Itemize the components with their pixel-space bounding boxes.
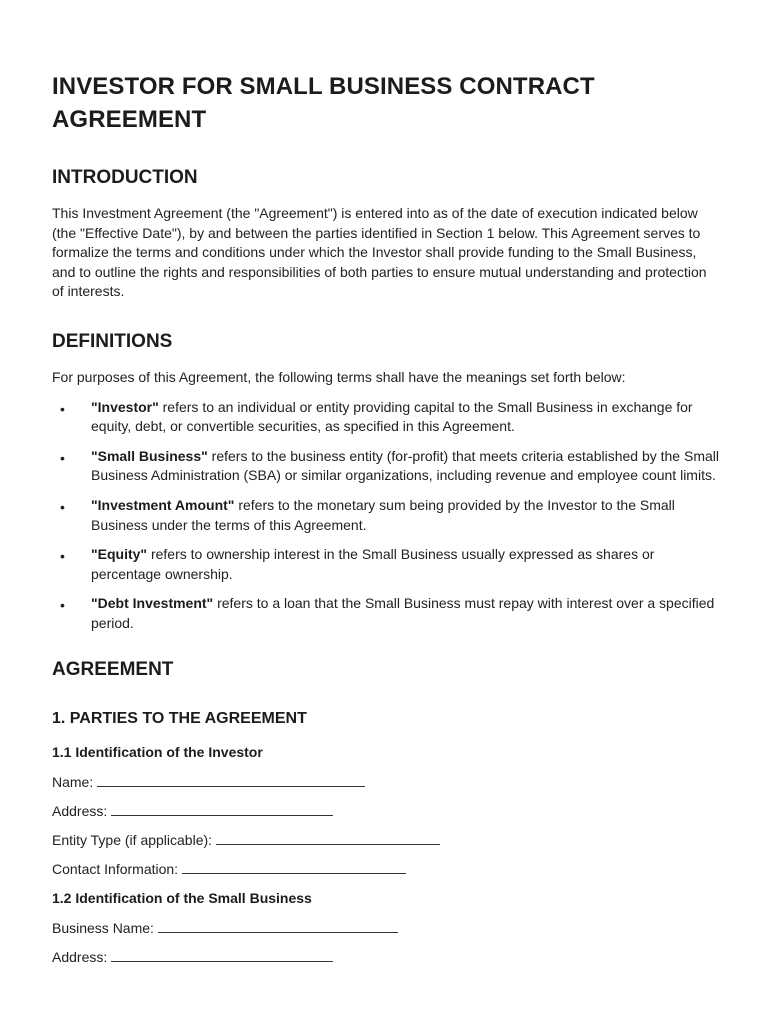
introduction-heading: INTRODUCTION xyxy=(52,167,198,188)
definitions-intro: For purposes of this Agreement, the following terms shall have the meanings set forth below: xyxy=(52,368,626,385)
business-name-blank[interactable] xyxy=(158,918,398,933)
investor-contact-label: Contact Information: xyxy=(52,860,179,877)
definition-text: refers to a loan that the Small Business must repay with interest over a specified period. xyxy=(91,595,715,631)
investor-entity-type-label: Entity Type (if applicable): xyxy=(52,831,213,848)
definition-item-investor xyxy=(52,398,722,437)
bullet-icon: • xyxy=(60,548,65,565)
definition-term: "Equity" xyxy=(91,546,148,563)
document-content xyxy=(52,70,722,976)
investor-contact-blank[interactable] xyxy=(182,859,406,874)
parties-section-heading: 1. PARTIES TO THE AGREEMENT xyxy=(52,709,307,727)
definition-term: "Debt Investment" xyxy=(91,595,214,612)
business-address-field[interactable] xyxy=(52,947,722,967)
investor-entity-type-blank[interactable] xyxy=(216,830,440,845)
investor-name-blank[interactable] xyxy=(97,772,365,787)
business-name-field[interactable] xyxy=(52,918,722,938)
definition-text: refers to ownership interest in the Small Business usually expressed as shares or percentage ownership. xyxy=(91,546,655,582)
bullet-icon: • xyxy=(60,449,65,466)
bullet-icon: • xyxy=(60,498,65,515)
business-address-blank[interactable] xyxy=(111,947,333,962)
definitions-list xyxy=(52,398,722,634)
introduction-text: This Investment Agreement (the "Agreement") is entered into as of the date of execution indicated below (the "Effective Date"), by and between the parties identified in Section 1 below. This Agreement serves to formalize the terms and conditions under which the Investor shall provide funding to the Small Business, and to outline the rights and responsibilities of both parties to ensure mutual understanding and protection of interests. xyxy=(52,205,707,300)
definition-text: refers to the monetary sum being provided by the Investor to the Small Business under the terms of this Agreement. xyxy=(91,496,675,533)
investor-address-label: Address: xyxy=(52,802,108,819)
definition-item-small-business xyxy=(52,447,722,486)
document-title: INVESTOR FOR SMALL BUSINESS CONTRACT AGREEMENT xyxy=(52,73,595,133)
agreement-heading: AGREEMENT xyxy=(52,658,174,680)
investor-entity-type-field[interactable] xyxy=(52,830,722,850)
definition-term: "Investment Amount" xyxy=(91,496,235,513)
business-name-label: Business Name: xyxy=(52,919,154,936)
investor-name-field[interactable] xyxy=(52,772,722,792)
definition-term: "Investor" xyxy=(91,398,159,415)
investor-identification-heading: 1.1 Identification of the Investor xyxy=(52,743,263,760)
definitions-heading: DEFINITIONS xyxy=(52,330,173,352)
investor-address-field[interactable] xyxy=(52,801,722,821)
investor-address-blank[interactable] xyxy=(111,801,333,816)
definition-text: refers to the business entity (for-profit) that meets criteria established by the Small Business Administration (SBA) or similar organizations, including revenue and employee count limits. xyxy=(91,447,719,484)
definition-text: refers to an individual or entity providing capital to the Small Business in exchange for equity, debt, or convertible securities, as specified in this Agreement. xyxy=(91,398,693,435)
definition-item-equity xyxy=(52,545,722,584)
business-identification-heading: 1.2 Identification of the Small Business xyxy=(52,889,312,906)
bullet-icon: • xyxy=(60,597,65,614)
investor-contact-field[interactable] xyxy=(52,859,722,879)
definition-item-debt-investment xyxy=(52,594,722,633)
definition-term: "Small Business" xyxy=(91,447,208,464)
definition-item-investment-amount xyxy=(52,496,722,535)
investor-name-label: Name: xyxy=(52,773,94,790)
business-address-label: Address: xyxy=(52,948,108,965)
bullet-icon: • xyxy=(60,400,65,417)
